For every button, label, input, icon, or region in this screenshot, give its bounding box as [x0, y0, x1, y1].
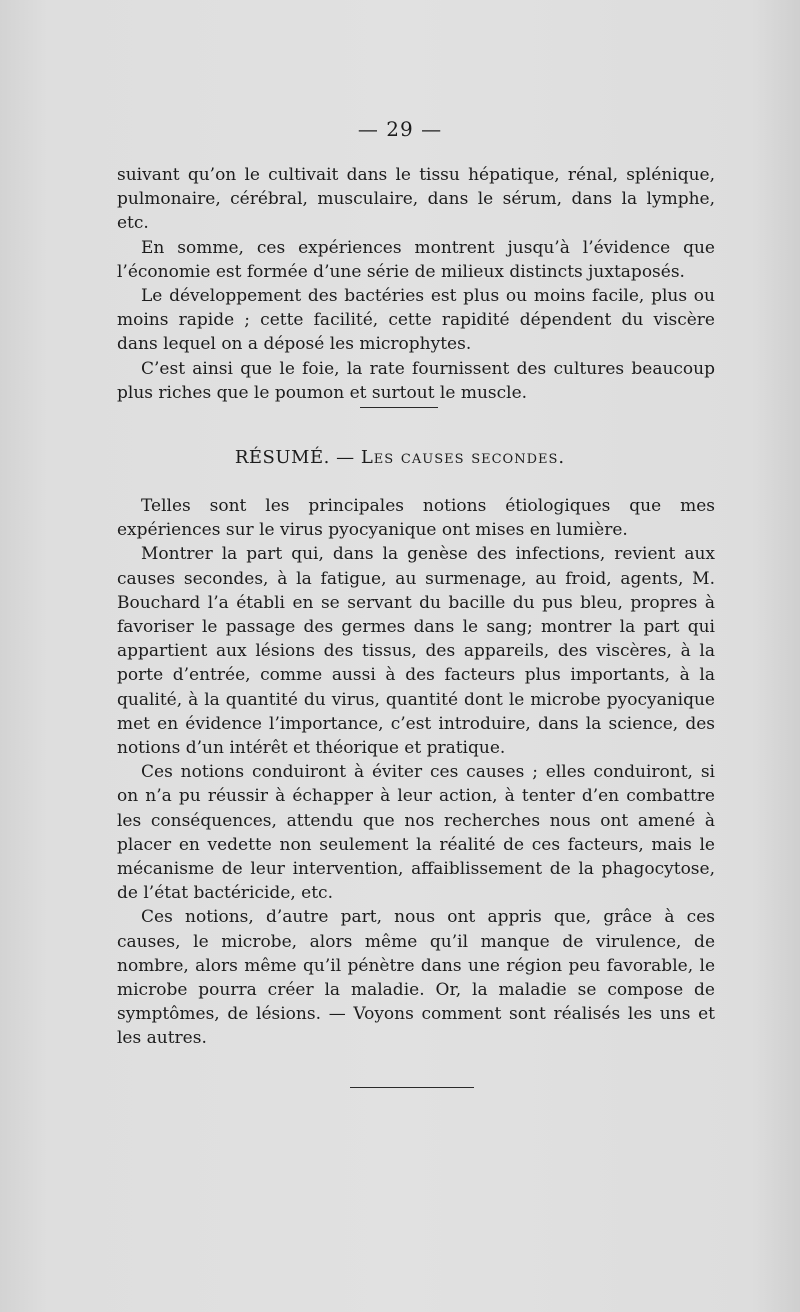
section-heading: [0, 447, 800, 468]
text-block-top: [117, 163, 715, 405]
heading-title: RÉSUMÉ.: [234, 447, 330, 468]
page-number: — 29 —: [357, 117, 443, 141]
end-divider: [350, 1087, 474, 1088]
paragraph: Ces notions conduiront à éviter ces causes ; elles conduiront, si on n’a pu réussir à échapper à leur action, à tenter d’en combattre les conséquences, attendu que nos recherches nous ont amené à placer en vedette non seulement la réalité de ces facteurs, mais le mécanisme de leur intervention, affaiblissement de la phagocytose, de l’état bactéricide, etc.: [117, 762, 715, 904]
paragraph: suivant qu’on le cultivait dans le tissu hépatique, rénal, splénique, pulmonaire, cérébral, musculaire, dans le sérum, dans la lymphe, etc.: [117, 165, 715, 234]
paragraph: Montrer la part qui, dans la genèse des infections, revient aux causes secondes, à la fatigue, au surmenage, au froid, agents, M. Bouchard l’a établi en se servant du bacille du pus bleu, propres à favoriser le passage des germes dans le sang; montrer la part qui appartient aux lésions des tissus, des appareils, des viscères, à la porte d’entrée, comme aussi à des facteurs plus importants, à la qualité, à la quantité du virus, quantité dont le microbe pyocyanique met en évidence l’importance, c’est introduire, dans la science, des notions d’un intérêt et théorique et pratique.: [117, 544, 715, 759]
text-block-bottom: [117, 494, 715, 1051]
heading-subtitle: Les causes secondes.: [360, 447, 566, 468]
section-divider: [360, 407, 438, 408]
heading-dash: —: [336, 447, 355, 468]
paragraph: C’est ainsi que le foie, la rate fournissent des cultures beaucoup plus riches que le poumon et surtout le muscle.: [117, 358, 715, 403]
paragraph: En somme, ces expériences montrent jusqu’à l’évidence que l’économie est formée d’une série de milieux distincts juxtaposés.: [117, 237, 715, 282]
paragraph: Le développement des bactéries est plus ou moins facile, plus ou moins rapide ; cette facilité, cette rapidité dépendent du viscère dans lequel on a déposé les microphytes.: [117, 286, 715, 355]
paragraph: Ces notions, d’autre part, nous ont appris que, grâce à ces causes, le microbe, alors même qu’il manque de virulence, de nombre, alors même qu’il pénètre dans une région peu favorable, le microbe pourra créer la maladie. Or, la maladie se compose de symptômes, de lésions. — Voyons comment sont réalisés les uns et les autres.: [117, 907, 715, 1049]
paragraph: Telles sont les principales notions étiologiques que mes expériences sur le virus pyocyanique ont mises en lumière.: [117, 496, 715, 541]
